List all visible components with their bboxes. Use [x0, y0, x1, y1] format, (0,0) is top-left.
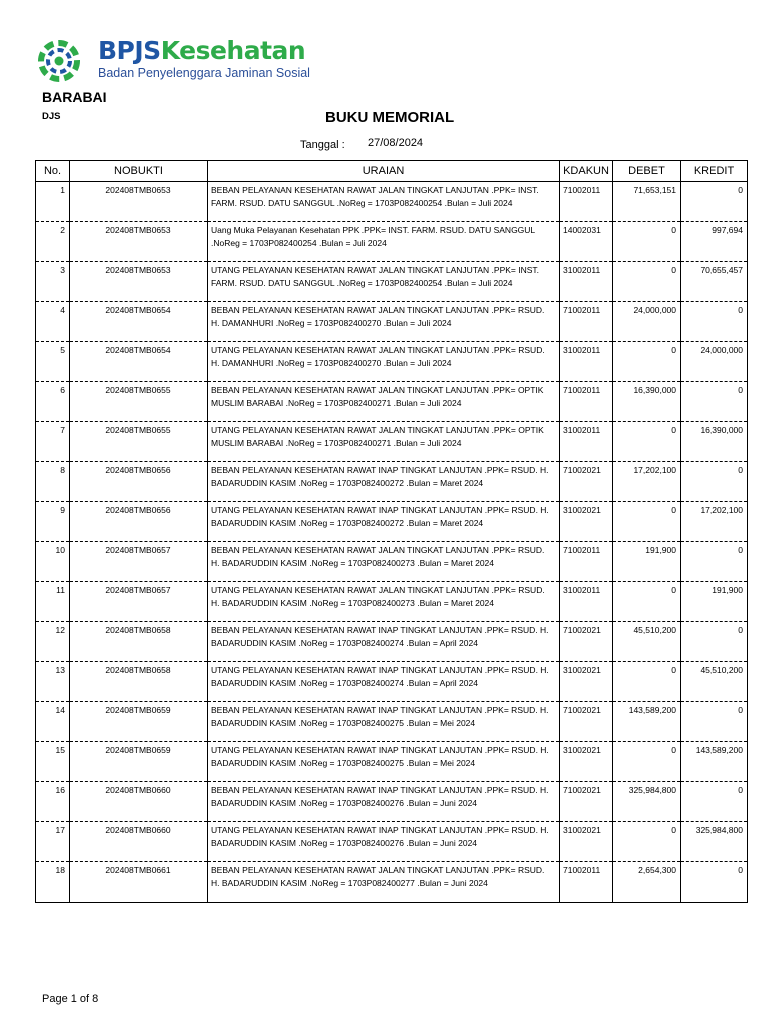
bpjs-emblem-icon — [38, 40, 80, 82]
row-number: 12 — [36, 622, 70, 662]
voucher-number: 202408TMB0653 — [70, 262, 208, 302]
row-number: 17 — [36, 822, 70, 862]
table-row — [36, 822, 748, 862]
description: BEBAN PELAYANAN KESEHATAN RAWAT JALAN TINGKAT LANJUTAN .PPK= RSUD. H. BADARUDDIN KASIM .NoReg = 1703P082400273 .Bulan = Maret 2024 — [208, 542, 560, 582]
table-body — [36, 182, 748, 903]
table-row — [36, 742, 748, 782]
table-row — [36, 462, 748, 502]
row-number: 10 — [36, 542, 70, 582]
description: BEBAN PELAYANAN KESEHATAN RAWAT JALAN TINGKAT LANJUTAN .PPK= RSUD. H. BADARUDDIN KASIM .NoReg = 1703P082400277 .Bulan = Juni 2024 — [208, 862, 560, 903]
account-code: 71002011 — [560, 862, 613, 903]
account-code: 31002021 — [560, 742, 613, 782]
account-code: 71002011 — [560, 302, 613, 342]
voucher-number: 202408TMB0653 — [70, 222, 208, 262]
table-row — [36, 182, 748, 222]
row-number: 9 — [36, 502, 70, 542]
table-row — [36, 502, 748, 542]
debit-amount: 16,390,000 — [613, 382, 681, 422]
voucher-number: 202408TMB0660 — [70, 782, 208, 822]
column-header-kredit: KREDIT — [681, 161, 748, 182]
voucher-number: 202408TMB0661 — [70, 862, 208, 903]
column-header-debet: DEBET — [613, 161, 681, 182]
row-number: 11 — [36, 582, 70, 622]
voucher-number: 202408TMB0658 — [70, 662, 208, 702]
debit-amount: 0 — [613, 662, 681, 702]
credit-amount: 0 — [681, 542, 748, 582]
credit-amount: 0 — [681, 462, 748, 502]
debit-amount: 325,984,800 — [613, 782, 681, 822]
row-number: 16 — [36, 782, 70, 822]
credit-amount: 0 — [681, 382, 748, 422]
bpjs-logo — [38, 38, 328, 86]
brand-name — [98, 36, 305, 66]
credit-amount: 24,000,000 — [681, 342, 748, 382]
office-name: BARABAI — [42, 89, 107, 105]
voucher-number: 202408TMB0658 — [70, 622, 208, 662]
description: UTANG PELAYANAN KESEHATAN RAWAT INAP TINGKAT LANJUTAN .PPK= RSUD. H. BADARUDDIN KASIM .NoReg = 1703P082400275 .Bulan = Mei 2024 — [208, 742, 560, 782]
account-code: 31002021 — [560, 822, 613, 862]
description: BEBAN PELAYANAN KESEHATAN RAWAT JALAN TINGKAT LANJUTAN .PPK= RSUD. H. DAMANHURI .NoReg = 1703P082400270 .Bulan = Juli 2024 — [208, 302, 560, 342]
table-row — [36, 382, 748, 422]
debit-amount: 2,654,300 — [613, 862, 681, 903]
account-code: 31002011 — [560, 582, 613, 622]
date-value: 27/08/2024 — [368, 137, 424, 149]
column-header-nobukti: NOBUKTI — [70, 161, 208, 182]
credit-amount: 191,900 — [681, 582, 748, 622]
description: UTANG PELAYANAN KESEHATAN RAWAT INAP TINGKAT LANJUTAN .PPK= RSUD. H. BADARUDDIN KASIM .NoReg = 1703P082400274 .Bulan = April 2024 — [208, 662, 560, 702]
row-number: 1 — [36, 182, 70, 222]
brand-subtitle: Badan Penyelenggara Jaminan Sosial — [98, 66, 310, 80]
account-code: 71002021 — [560, 782, 613, 822]
account-code: 31002011 — [560, 422, 613, 462]
description: BEBAN PELAYANAN KESEHATAN RAWAT JALAN TINGKAT LANJUTAN .PPK= INST. FARM. RSUD. DATU SANGGUL .NoReg = 1703P082400254 .Bulan = Juli 2024 — [208, 182, 560, 222]
credit-amount: 45,510,200 — [681, 662, 748, 702]
account-code: 71002021 — [560, 622, 613, 662]
debit-amount: 0 — [613, 502, 681, 542]
voucher-number: 202408TMB0657 — [70, 582, 208, 622]
unit-code: DJS — [42, 111, 61, 122]
description: UTANG PELAYANAN KESEHATAN RAWAT JALAN TINGKAT LANJUTAN .PPK= INST. FARM. RSUD. DATU SANGGUL .NoReg = 1703P082400254 .Bulan = Juli 2024 — [208, 262, 560, 302]
account-code: 31002011 — [560, 262, 613, 302]
voucher-number: 202408TMB0654 — [70, 302, 208, 342]
description: UTANG PELAYANAN KESEHATAN RAWAT JALAN TINGKAT LANJUTAN .PPK= OPTIK MUSLIM BARABAI .NoReg = 1703P082400271 .Bulan = Juli 2024 — [208, 422, 560, 462]
voucher-number: 202408TMB0656 — [70, 502, 208, 542]
table-row — [36, 422, 748, 462]
account-code: 71002021 — [560, 462, 613, 502]
debit-amount: 0 — [613, 742, 681, 782]
row-number: 4 — [36, 302, 70, 342]
account-code: 71002021 — [560, 702, 613, 742]
table-row — [36, 662, 748, 702]
credit-amount: 70,655,457 — [681, 262, 748, 302]
table-row — [36, 702, 748, 742]
voucher-number: 202408TMB0654 — [70, 342, 208, 382]
voucher-number: 202408TMB0660 — [70, 822, 208, 862]
table-row — [36, 542, 748, 582]
row-number: 2 — [36, 222, 70, 262]
account-code: 31002021 — [560, 662, 613, 702]
column-header-kdakun: KDAKUN — [560, 161, 613, 182]
debit-amount: 71,653,151 — [613, 182, 681, 222]
table-row — [36, 862, 748, 903]
page-title: BUKU MEMORIAL — [325, 109, 455, 126]
description: BEBAN PELAYANAN KESEHATAN RAWAT INAP TINGKAT LANJUTAN .PPK= RSUD. H. BADARUDDIN KASIM .NoReg = 1703P082400272 .Bulan = Maret 2024 — [208, 462, 560, 502]
credit-amount: 143,589,200 — [681, 742, 748, 782]
debit-amount: 0 — [613, 822, 681, 862]
description: BEBAN PELAYANAN KESEHATAN RAWAT JALAN TINGKAT LANJUTAN .PPK= OPTIK MUSLIM BARABAI .NoReg = 1703P082400271 .Bulan = Juli 2024 — [208, 382, 560, 422]
table-row — [36, 622, 748, 662]
date-label: Tanggal : — [300, 139, 345, 151]
account-code: 71002011 — [560, 542, 613, 582]
table-header-row — [36, 161, 748, 182]
credit-amount: 0 — [681, 782, 748, 822]
debit-amount: 45,510,200 — [613, 622, 681, 662]
credit-amount: 0 — [681, 702, 748, 742]
voucher-number: 202408TMB0655 — [70, 422, 208, 462]
page-number: Page 1 of 8 — [42, 993, 99, 1005]
row-number: 7 — [36, 422, 70, 462]
debit-amount: 143,589,200 — [613, 702, 681, 742]
table-row — [36, 302, 748, 342]
debit-amount: 0 — [613, 342, 681, 382]
account-code: 31002011 — [560, 342, 613, 382]
row-number: 18 — [36, 862, 70, 903]
description: UTANG PELAYANAN KESEHATAN RAWAT JALAN TINGKAT LANJUTAN .PPK= RSUD. H. DAMANHURI .NoReg = 1703P082400270 .Bulan = Juli 2024 — [208, 342, 560, 382]
table-row — [36, 782, 748, 822]
brand-name-part2: Kesehatan — [160, 36, 306, 65]
voucher-number: 202408TMB0656 — [70, 462, 208, 502]
debit-amount: 191,900 — [613, 542, 681, 582]
column-header-uraian: URAIAN — [208, 161, 560, 182]
description: UTANG PELAYANAN KESEHATAN RAWAT INAP TINGKAT LANJUTAN .PPK= RSUD. H. BADARUDDIN KASIM .NoReg = 1703P082400276 .Bulan = Juni 2024 — [208, 822, 560, 862]
account-code: 14002031 — [560, 222, 613, 262]
row-number: 3 — [36, 262, 70, 302]
brand-name-part1: BPJS — [98, 36, 161, 65]
row-number: 14 — [36, 702, 70, 742]
description: BEBAN PELAYANAN KESEHATAN RAWAT INAP TINGKAT LANJUTAN .PPK= RSUD. H. BADARUDDIN KASIM .NoReg = 1703P082400274 .Bulan = April 2024 — [208, 622, 560, 662]
description: UTANG PELAYANAN KESEHATAN RAWAT INAP TINGKAT LANJUTAN .PPK= RSUD. H. BADARUDDIN KASIM .NoReg = 1703P082400272 .Bulan = Maret 2024 — [208, 502, 560, 542]
credit-amount: 0 — [681, 182, 748, 222]
table-row — [36, 342, 748, 382]
memorial-table — [35, 160, 748, 903]
debit-amount: 17,202,100 — [613, 462, 681, 502]
voucher-number: 202408TMB0653 — [70, 182, 208, 222]
credit-amount: 997,694 — [681, 222, 748, 262]
credit-amount: 17,202,100 — [681, 502, 748, 542]
description: UTANG PELAYANAN KESEHATAN RAWAT JALAN TINGKAT LANJUTAN .PPK= RSUD. H. BADARUDDIN KASIM .NoReg = 1703P082400273 .Bulan = Maret 2024 — [208, 582, 560, 622]
voucher-number: 202408TMB0659 — [70, 742, 208, 782]
credit-amount: 0 — [681, 622, 748, 662]
debit-amount: 0 — [613, 222, 681, 262]
debit-amount: 0 — [613, 262, 681, 302]
row-number: 6 — [36, 382, 70, 422]
table-row — [36, 582, 748, 622]
debit-amount: 24,000,000 — [613, 302, 681, 342]
description: BEBAN PELAYANAN KESEHATAN RAWAT INAP TINGKAT LANJUTAN .PPK= RSUD. H. BADARUDDIN KASIM .NoReg = 1703P082400276 .Bulan = Juni 2024 — [208, 782, 560, 822]
account-code: 31002021 — [560, 502, 613, 542]
voucher-number: 202408TMB0657 — [70, 542, 208, 582]
debit-amount: 0 — [613, 582, 681, 622]
voucher-number: 202408TMB0659 — [70, 702, 208, 742]
description: BEBAN PELAYANAN KESEHATAN RAWAT INAP TINGKAT LANJUTAN .PPK= RSUD. H. BADARUDDIN KASIM .NoReg = 1703P082400275 .Bulan = Mei 2024 — [208, 702, 560, 742]
credit-amount: 0 — [681, 302, 748, 342]
row-number: 5 — [36, 342, 70, 382]
row-number: 15 — [36, 742, 70, 782]
credit-amount: 325,984,800 — [681, 822, 748, 862]
table-row — [36, 222, 748, 262]
credit-amount: 16,390,000 — [681, 422, 748, 462]
account-code: 71002011 — [560, 382, 613, 422]
description: Uang Muka Pelayanan Kesehatan PPK .PPK= INST. FARM. RSUD. DATU SANGGUL .NoReg = 1703P082400254 .Bulan = Juli 2024 — [208, 222, 560, 262]
debit-amount: 0 — [613, 422, 681, 462]
table-row — [36, 262, 748, 302]
row-number: 8 — [36, 462, 70, 502]
row-number: 13 — [36, 662, 70, 702]
account-code: 71002011 — [560, 182, 613, 222]
credit-amount: 0 — [681, 862, 748, 903]
column-header-no: No. — [36, 161, 70, 182]
voucher-number: 202408TMB0655 — [70, 382, 208, 422]
